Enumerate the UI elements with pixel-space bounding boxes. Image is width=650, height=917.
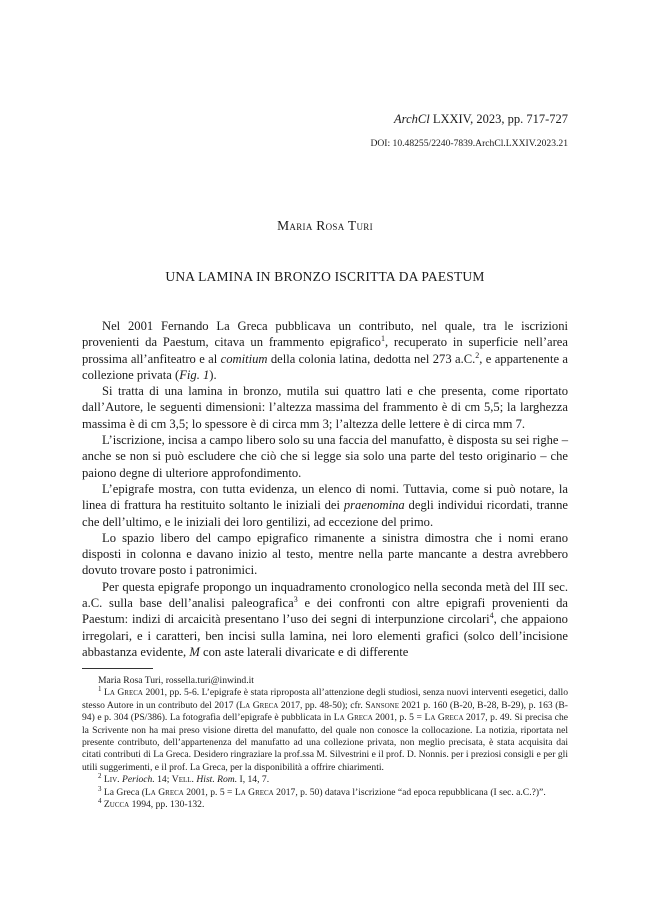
text: La Greca (	[103, 786, 145, 798]
journal-volume-pages: LXXIV, 2023, pp. 717-727	[429, 112, 568, 126]
footnote-number: 2	[98, 772, 102, 781]
text: 2017, pp. 48-50); cfr.	[278, 699, 366, 711]
footnote-ref-4[interactable]: 4	[489, 611, 494, 621]
text: 2001, pp. 5-6. L’epigrafe è stata riproposta all’attenzione degli studiosi, senza nuovi interventi esegetici, dallo stesso Autore in un contributo del 2017 (	[82, 687, 568, 711]
cited-work: Hist. Rom.	[193, 774, 238, 786]
footnote-number: 1	[98, 685, 102, 694]
text: 2001, p. 5 =	[372, 712, 425, 724]
cited-author: La Greca	[333, 712, 373, 724]
text: I, 14, 7.	[237, 774, 270, 786]
footnote-1	[82, 687, 568, 774]
footnote-4	[82, 796, 568, 811]
cited-author: La Greca	[234, 786, 274, 798]
paragraph-3: L’iscrizione, incisa a campo libero solo su una faccia del manufatto, è disposta su sei righe – anche se non si può escludere che ciò che si legge sia solo una parte del testo originario – che paiono degne di ulteriore approfondimento.	[82, 433, 568, 480]
cited-author: La Greca	[239, 699, 279, 711]
cited-author: Zucca	[103, 799, 130, 811]
author-contact: Maria Rosa Turi, rossella.turi@inwind.it	[98, 675, 254, 686]
article-body	[82, 318, 568, 660]
italic-term: comitium	[220, 351, 268, 366]
text: 1994, pp. 130-132.	[129, 799, 205, 811]
paragraph-6	[82, 579, 568, 660]
article-title: UNA LAMINA IN BRONZO ISCRITTA DA PAESTUM	[165, 269, 485, 284]
text: , recuperato in superficie nell’area prossima all’anfiteatro e al	[82, 335, 568, 366]
text: e dei confronti con altre epigrafi provenienti da Paestum: indizi di arcaicità presentano l’uso dei segni di interpunzione circolari	[82, 596, 568, 627]
cited-work: Perioch.	[119, 774, 155, 786]
text: ).	[209, 367, 217, 382]
footnote-number: 3	[98, 784, 102, 793]
italic-term: praenomina	[343, 498, 405, 513]
footnote-ref-1[interactable]: 1	[380, 334, 385, 344]
cited-author: Vell.	[171, 774, 194, 786]
figure-ref[interactable]: Fig. 1	[179, 367, 210, 382]
footnote-number: 4	[98, 796, 102, 805]
text: degli individui ricordati, tranne che dell’ultimo, e le iniziali dei loro gentilizi, ad eccezione del primo.	[82, 498, 568, 529]
footnote-2	[82, 774, 568, 786]
footnote-ref-3[interactable]: 3	[293, 594, 298, 604]
journal-citation	[80, 112, 568, 127]
text: , e appartenente a collezione privata (	[82, 351, 568, 382]
author-name: Maria Rosa Turi	[277, 218, 373, 233]
text: 2017, p. 49. Si precisa che la Scrivente non ha mai preso visione diretta del manufatto, del quale non conosce la collocazione. La notizia, riportata nel presente contributo, dell’appartenenza del manufatto ad una collezione privata, non meglio precisata, è stata acquisita dai citati contributi di La Greca. Desidero ringraziare la prof.ssa M. Silvestrini e il prof. D. Nonnis. per i preziosi consigli e per gli utili suggerimenti, e il prof. La Greca, per la disponibilità a offrire chiarimenti.	[82, 712, 568, 773]
text: con aste laterali divaricate e di differente	[199, 644, 409, 659]
text: Per questa epigrafe propongo un inquadramento cronologico nella seconda metà del III sec. a.C. sulla base dell’analisi paleografica	[82, 579, 568, 611]
text: Nel 2001 Fernando La Greca pubblicava un contributo, nel quale, tra le iscrizioni provenienti da Paestum, citava un frammento epigrafico	[82, 319, 568, 350]
cited-author: Sansone	[365, 699, 400, 711]
footnote-separator	[82, 668, 153, 669]
text: 2001, p. 5 =	[183, 786, 235, 798]
cited-author: Liv.	[103, 774, 120, 786]
paragraph-1	[82, 318, 568, 383]
text: della colonia latina, dedotta nel 273 a.C.	[267, 351, 476, 366]
paragraph-2: Si tratta di una lamina in bronzo, mutila sui quattro lati e che presenta, come riportato dall’Autore, le seguenti dimensioni: l’altezza massima del frammento è di cm 5,5; la larghezza massima è di cm 3,5; lo spessore è di circa mm 3; l’altezza delle lettere è di circa mm 7.	[82, 384, 568, 431]
cited-author: La Greca	[424, 712, 464, 724]
paragraph-4	[82, 481, 568, 530]
footnote-3	[82, 784, 568, 799]
italic-letter: M	[189, 644, 200, 659]
footnotes	[82, 675, 568, 811]
text: 14;	[154, 774, 172, 786]
doi: DOI: 10.48255/2240-7839.ArchCl.LXXIV.2023.21	[370, 138, 568, 149]
text: L’epigrafe mostra, con tutta evidenza, un elenco di nomi. Tuttavia, come si può notare, la linea di frattura ha restituito soltanto le iniziali dei	[82, 481, 568, 513]
text: 2017, p. 50) datava l’iscrizione “ad epoca repubblicana (I sec. a.C.?)”.	[273, 786, 546, 798]
text: , che appaiono irregolari, e i caratteri, ben incisi sulla lamina, nei loro elementi grafici (solco dell’incisione abbastanza evidente,	[82, 612, 568, 659]
cited-author: La Greca	[103, 687, 143, 699]
cited-author: La Greca	[144, 786, 184, 798]
paragraph-5: Lo spazio libero del campo epigrafico rimanente a sinistra dimostra che i nomi erano disposti in colonna e davano inizio al testo, mentre nella parte mancante a destra avrebbero dovuto trovare posto i patronimici.	[82, 530, 568, 578]
journal-abbrev: ArchCl	[394, 112, 430, 126]
footnote-ref-2[interactable]: 2	[475, 350, 480, 360]
text: 2021 p. 160 (B-20, B-28, B-29), p. 163 (B-94) e p. 304 (PS/386). La fotografia dell’epigrafe è pubblicata in	[82, 699, 568, 724]
